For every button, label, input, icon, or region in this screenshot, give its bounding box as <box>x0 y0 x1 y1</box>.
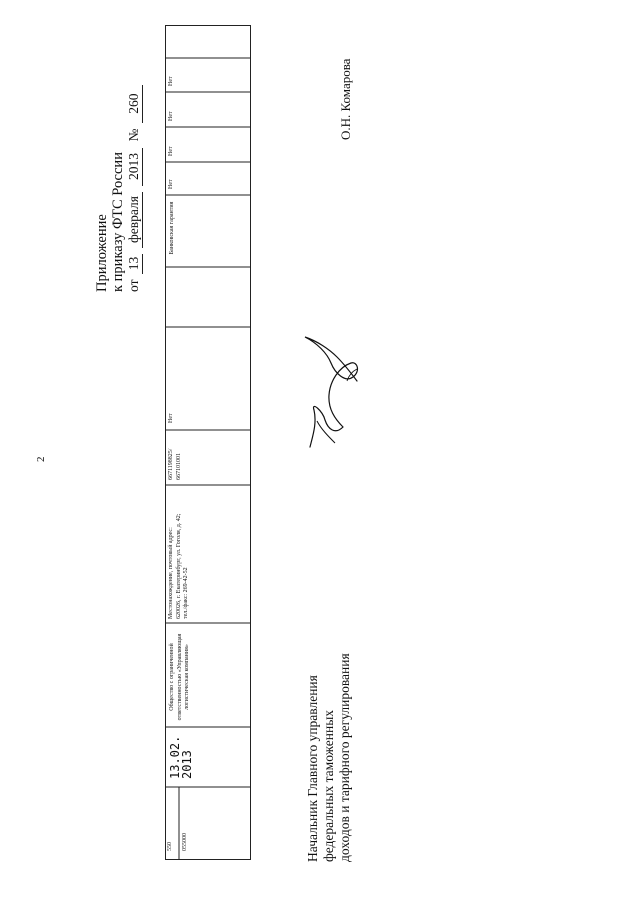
order-number: 260 <box>126 85 143 123</box>
registration-date: 13.02. 2013 <box>168 735 194 779</box>
order-month: февраля <box>126 192 143 248</box>
customs-code: 055000 <box>182 833 188 851</box>
address-value: 620026, г. Екатеринбург, ул. Гоголя, д. 42; <box>175 513 182 619</box>
appendix-header <box>95 85 143 292</box>
net-4: Нет <box>168 76 174 86</box>
phone-fax: тел./факс: 269-42-52 <box>183 567 189 619</box>
signer-title-line-2: федеральных таможенных <box>321 709 336 862</box>
registry-table <box>165 25 251 860</box>
row-number: 550 <box>167 842 173 851</box>
signer-title-line-3: доходов и тарифного регулирования <box>337 653 352 862</box>
guarantee-type: Банковская гарантия <box>169 201 175 255</box>
signer-title-line-1: Начальник Главного управления <box>305 675 320 862</box>
net-1: Нет <box>168 179 174 189</box>
page-number: 2 <box>35 456 47 462</box>
order-day: 13 <box>126 254 143 274</box>
order-year: 2013 <box>126 148 143 186</box>
net-3: Нет <box>168 111 174 121</box>
organization-name: Общество с ограниченной ответственностью «Управляющая логистическая компания» <box>169 633 190 721</box>
net-main: Нет <box>168 413 174 423</box>
appendix-order-line: к приказу ФТС России <box>109 152 126 292</box>
signer-name: О.Н. Комарова <box>338 58 353 140</box>
from-label: от <box>126 279 141 292</box>
net-2: Нет <box>168 146 174 156</box>
inn-kpp: 6671198825/ 667101001 <box>168 448 182 480</box>
address-label: Местонахождение, почтовый адрес: <box>168 527 174 619</box>
appendix-title: Приложение <box>94 214 110 292</box>
handwritten-signature <box>295 325 365 455</box>
order-date-line <box>126 85 143 292</box>
number-label: № <box>126 128 141 142</box>
signer-title <box>305 653 353 862</box>
